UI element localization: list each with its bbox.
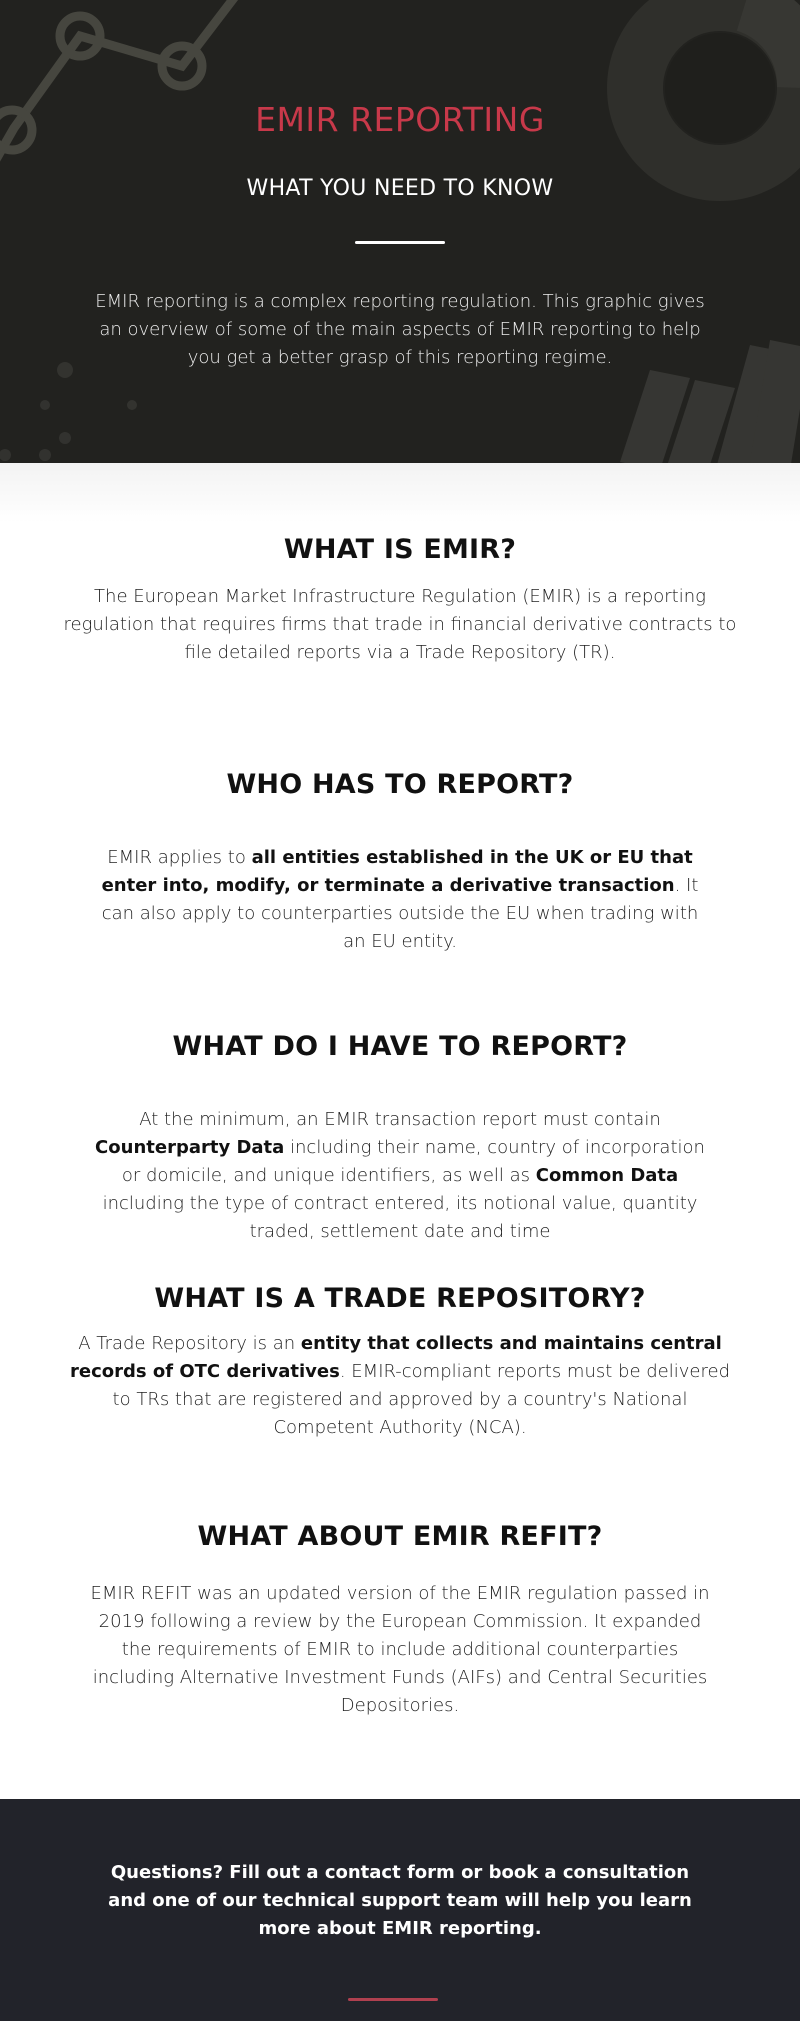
body-text: EMIR REFIT was an updated version of the EMIR regulation passed in 2019 following a review by the European Commission. It expanded the requirements of EMIR to include additional counterparties including Alternative Investment Funds (AIFs) and Central Securities Depositories.	[90, 1583, 710, 1716]
section-heading: WHAT ABOUT EMIR REFIT?	[197, 1521, 603, 1552]
body-text-bold: Counterparty Data	[95, 1137, 285, 1158]
section-what-do-i-have-to-report	[0, 1010, 800, 1282]
body-text: including their name, country of incorporation or domicile, and unique identifiers, as well as	[121, 1137, 705, 1186]
section-what-is-a-trade-repository	[0, 1282, 800, 1512]
section-body	[60, 583, 740, 667]
page-subtitle: WHAT YOU NEED TO KNOW	[246, 176, 554, 201]
donut-chart-icon	[635, 3, 800, 173]
content-sections	[0, 523, 800, 1799]
cta-text: Questions? Fill out a contact form or book a consultation and one of our technical support team will help you learn more about EMIR reporting.	[108, 1862, 692, 1939]
line-chart-icon	[0, 0, 240, 170]
body-text-bold: entity that collects and maintains central records of OTC derivatives	[70, 1333, 722, 1382]
hero-background-decoration	[0, 0, 800, 463]
section-who-has-to-report	[0, 748, 800, 1010]
section-heading: WHAT IS A TRADE REPOSITORY?	[154, 1283, 646, 1314]
section-body	[90, 844, 710, 956]
body-text: The European Market Infrastructure Regulation (EMIR) is a reporting regulation that requires firms that trade in financial derivative contracts to file detailed reports via a Trade Repository (TR).	[63, 586, 737, 663]
section-heading: WHAT IS EMIR?	[283, 534, 517, 565]
body-text: At the minimum, an EMIR transaction report must contain	[139, 1109, 661, 1130]
body-text-bold: all entities established in the UK or EU that enter into, modify, or terminate a derivative transaction	[101, 847, 693, 896]
body-text: A Trade Repository is an	[78, 1333, 301, 1354]
section-body	[70, 1330, 730, 1442]
section-body	[90, 1106, 710, 1246]
section-body	[90, 1580, 710, 1720]
hero-banner	[0, 0, 800, 463]
page-title: EMIR REPORTING	[255, 100, 545, 139]
body-text: . It can also apply to counterparties outside the EU when trading with an EU entity.	[101, 875, 699, 952]
section-what-is-emir	[0, 523, 800, 748]
section-what-about-emir-refit	[0, 1512, 800, 1799]
body-text: . EMIR-compliant reports must be delivered to TRs that are registered and approved by a country's National Competent Authority (NCA).	[112, 1361, 730, 1438]
section-separator	[0, 463, 800, 523]
hero-intro-text: EMIR reporting is a complex reporting regulation. This graphic gives an overview of some of the main aspects of EMIR reporting to help you get a better grasp of this reporting regime.	[95, 291, 705, 368]
body-text-bold: Common Data	[535, 1165, 679, 1186]
contact-cta-banner	[0, 1799, 800, 2021]
section-heading: WHO HAS TO REPORT?	[226, 769, 574, 800]
hero-divider	[355, 241, 445, 244]
body-text: including the type of contract entered, its notional value, quantity traded, settlement date and time	[102, 1193, 698, 1242]
body-text: EMIR applies to	[107, 847, 252, 868]
section-heading: WHAT DO I HAVE TO REPORT?	[172, 1031, 628, 1062]
